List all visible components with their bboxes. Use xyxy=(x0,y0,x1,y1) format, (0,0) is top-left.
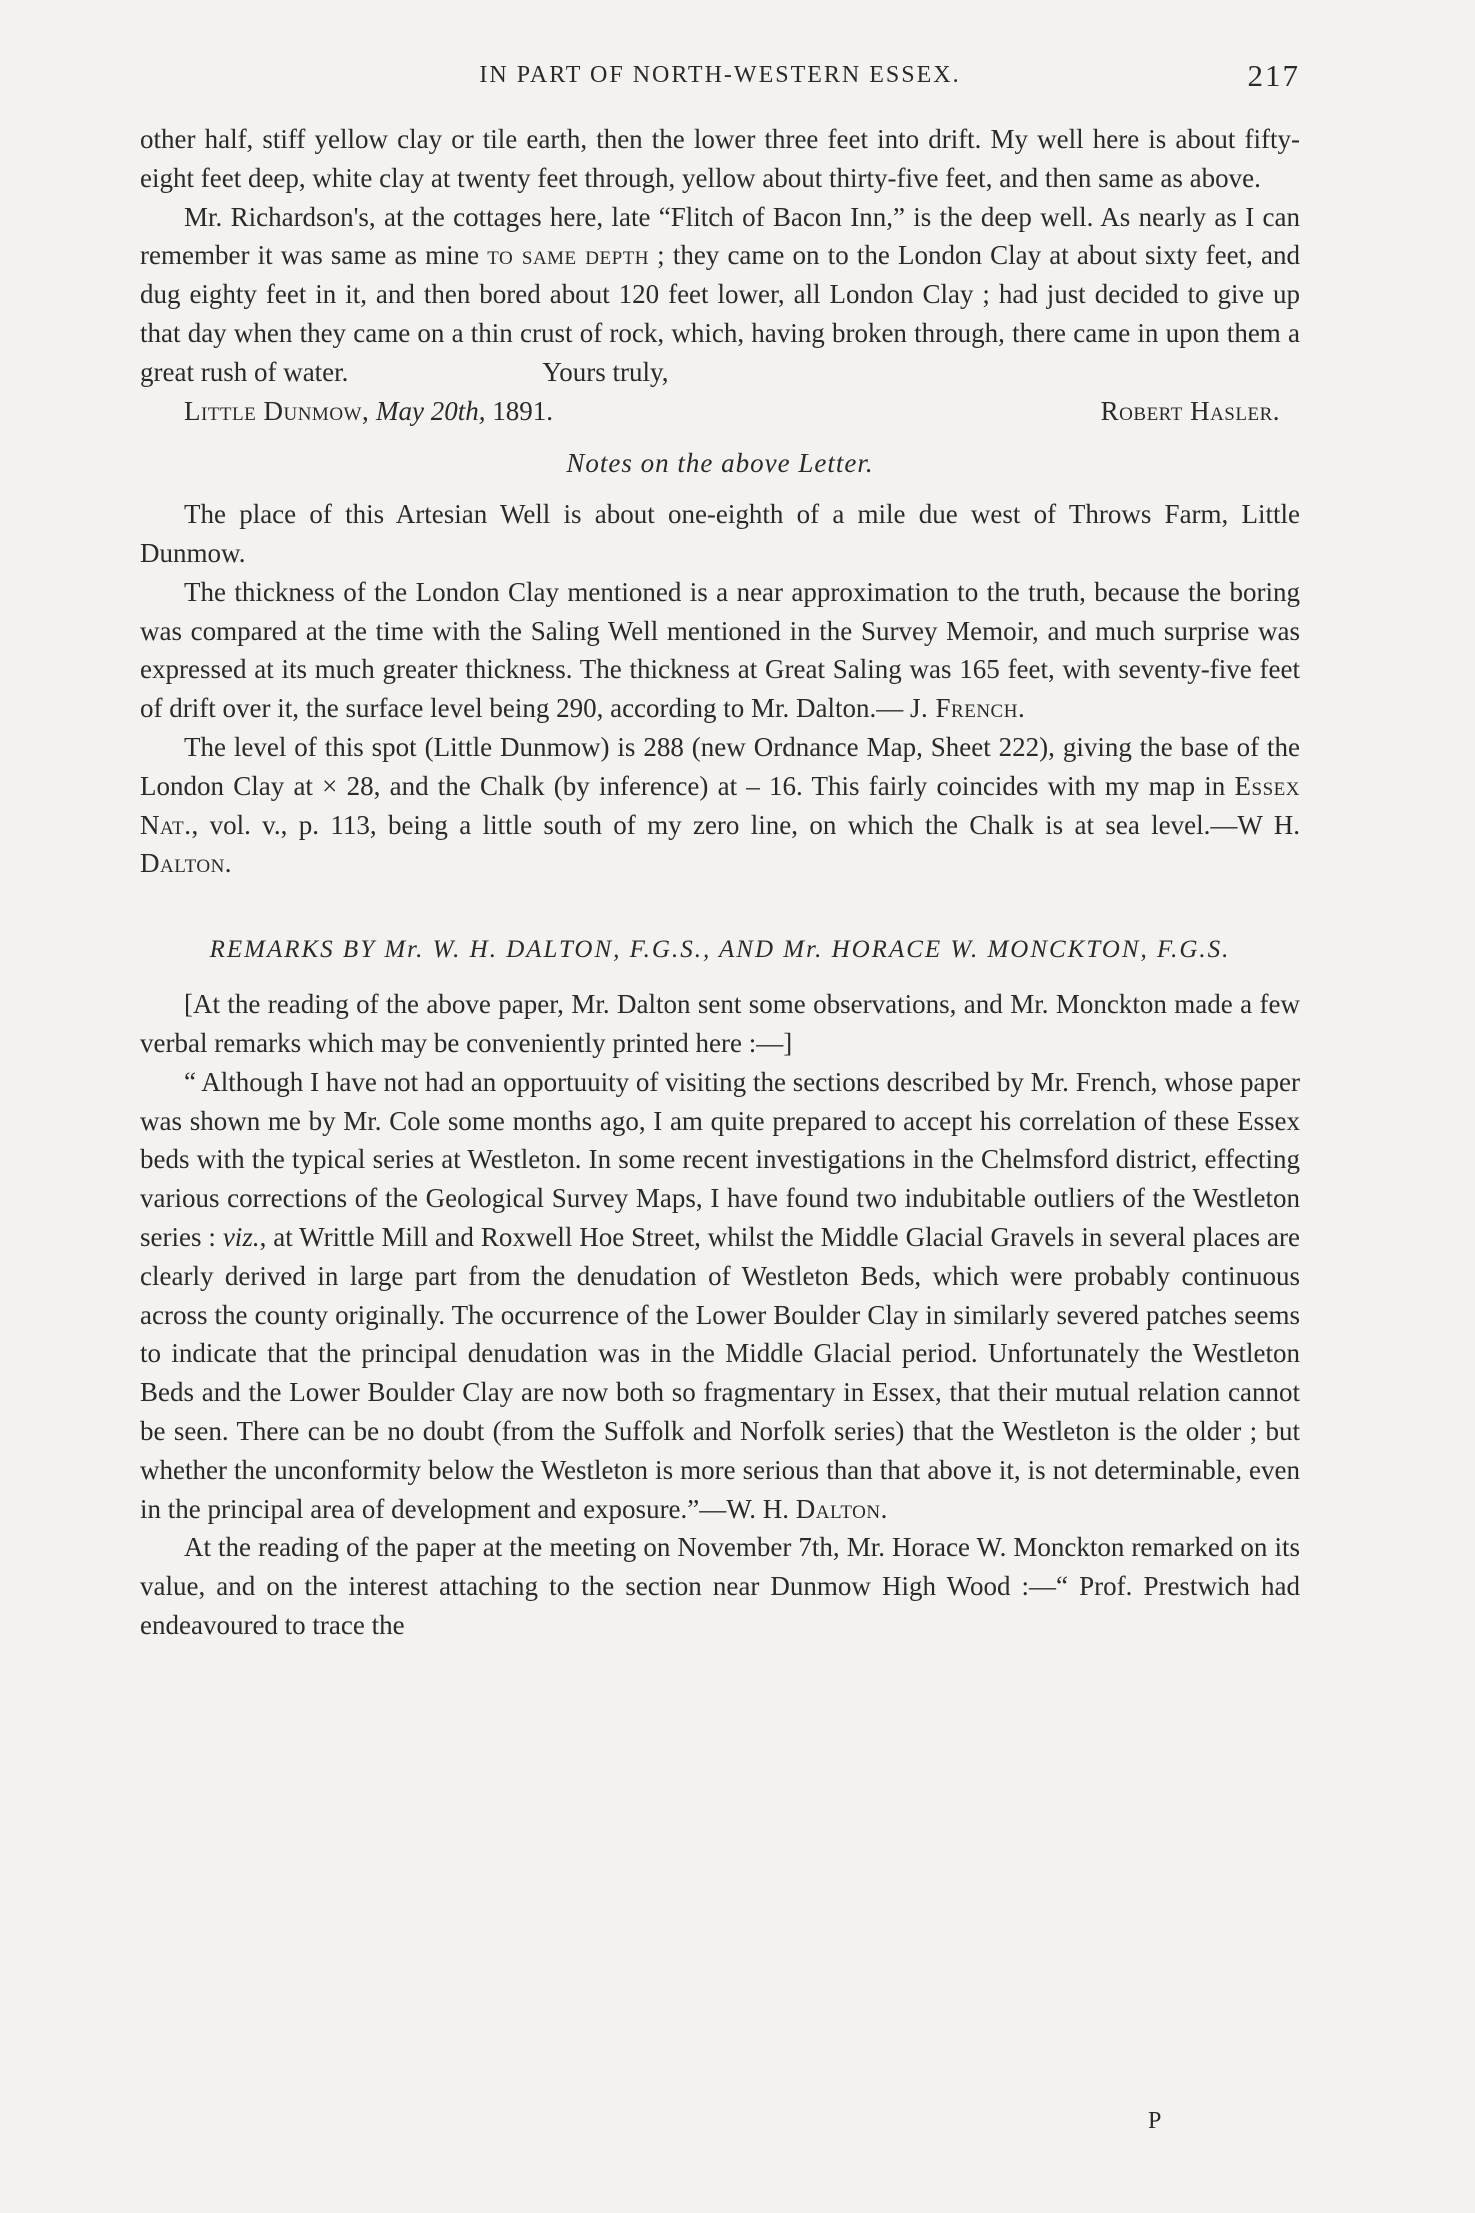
small-caps-run: Essex Nat. xyxy=(140,770,1300,840)
author-signature: Dalton. xyxy=(140,848,233,879)
italic-run: viz. xyxy=(222,1221,260,1252)
small-caps-run: to same depth xyxy=(487,240,650,271)
author-signature: J. French. xyxy=(910,693,1026,724)
letter-year: 1891. xyxy=(492,395,553,426)
remarks-intro: [At the reading of the above paper, Mr. Dalton sent some observations, and Mr. Monckton made a few verbal remarks which may be conveniently printed here :—] xyxy=(140,989,1300,1058)
notes-paragraph xyxy=(140,573,1300,728)
author-signature: Dalton. xyxy=(795,1493,888,1524)
text-run: “ Although I have not had an opportuuity of visiting the sections described by Mr. French, whose paper was shown me by Mr. Cole some months ago, I am quite prepared to accept his correlation of these Essex beds with the typical series at Westleton. In some recent investigations in the Chelmsford district, effecting various corrections of the Geological Survey Maps, I have found two indubitable outliers of the Westleton series : xyxy=(140,1066,1300,1252)
text-run: The level of this spot (Little Dunmow) is 288 (new Ordnance Map, Sheet 222), giving the base of the London Clay at × 28, and the Chalk (by inference) at – 16. This fairly coincides with my map in xyxy=(140,731,1300,801)
page-header xyxy=(140,52,1300,112)
signature-mark: P xyxy=(1148,2108,1162,2134)
letter-closing: Yours truly, xyxy=(542,356,669,387)
text-run: The thickness of the London Clay mentioned is a near approximation to the truth, because the boring was compared at the time with the Saling Well mentioned in the Survey Memoir, and much surprise was expressed at its much greater thickness. The thickness at Great Saling was 165 feet, with seventy-five feet of drift over it, the surface level being 290, according to Mr. Dalton.— xyxy=(140,576,1300,724)
running-title: IN PART OF NORTH-WESTERN ESSEX. xyxy=(479,62,961,88)
text-run: Mr. Richardson's, at the cottages here, late “Flitch of Bacon Inn,” is the deep well. As nearly as I can remember it was same as mine xyxy=(140,201,1300,271)
letter-signoff xyxy=(140,392,1300,431)
notes-paragraph xyxy=(140,728,1300,883)
notes-heading: Notes on the above Letter. xyxy=(566,448,874,479)
text-run: ; they came on to the London Clay at about sixty feet, and dug eighty feet in it, and then bored about 120 feet lower, all London Clay ; had just decided to give up that day when they came on a thin crust of rock, which, having broken through, there came in upon them a great rush of water. xyxy=(140,240,1300,387)
text-run: , at Writtle Mill and Roxwell Hoe Street, whilst the Middle Glacial Gravels in several places are clearly derived in large part from the denudation of Westleton Beds, which were probably continuous across the county originally. The occurrence of the Lower Boulder Clay in similarly severed patches seems to indicate that the principal denudation was in the Middle Glacial period. Unfortunately the Westleton Beds and the Lower Boulder Clay are now both so fragmentary in Essex, that their mutual relation cannot be seen. There can be no doubt (from the Suffolk and Norfolk series) that the Westleton is the older ; but whether the unconformity below the Westleton is more serious than that above it, is not determinable, even in the principal area of development and exposure.”—W. H. xyxy=(140,1221,1300,1524)
page-number: 217 xyxy=(1247,58,1300,93)
remarks-final: At the reading of the paper at the meeting on November 7th, Mr. Horace W. Monckton remarked on its value, and on the interest attaching to the section near Dunmow High Wood :—“ Prof. Prestwich had endeavoured to trace the xyxy=(140,1532,1300,1640)
letter-paragraph xyxy=(140,198,1300,392)
letter-paragraph: other half, stiff yellow clay or tile earth, then the lower three feet into drift. My well here is about fifty-eight feet deep, white clay at twenty feet through, yellow about thirty-five feet, and then same as above. xyxy=(140,124,1300,193)
letter-place: Little Dunmow, xyxy=(184,395,370,426)
remarks-quote xyxy=(140,1063,1300,1529)
letter-signatory: Robert Hasler. xyxy=(1100,395,1280,426)
notes-paragraph: The place of this Artesian Well is about one-eighth of a mile due west of Throws Farm, Little Dunmow. xyxy=(140,499,1300,568)
page-body xyxy=(140,120,1300,1645)
letter-date: May 20th, xyxy=(375,395,486,426)
letter-place-date xyxy=(140,392,553,431)
remarks-heading: REMARKS BY Mr. W. H. DALTON, F.G.S., AND Mr. HORACE W. MONCKTON, F.G.S. xyxy=(209,936,1231,964)
text-run: , vol. v., p. 113, being a little south of my zero line, on which the Chalk is at sea level.—W H. xyxy=(191,809,1300,840)
